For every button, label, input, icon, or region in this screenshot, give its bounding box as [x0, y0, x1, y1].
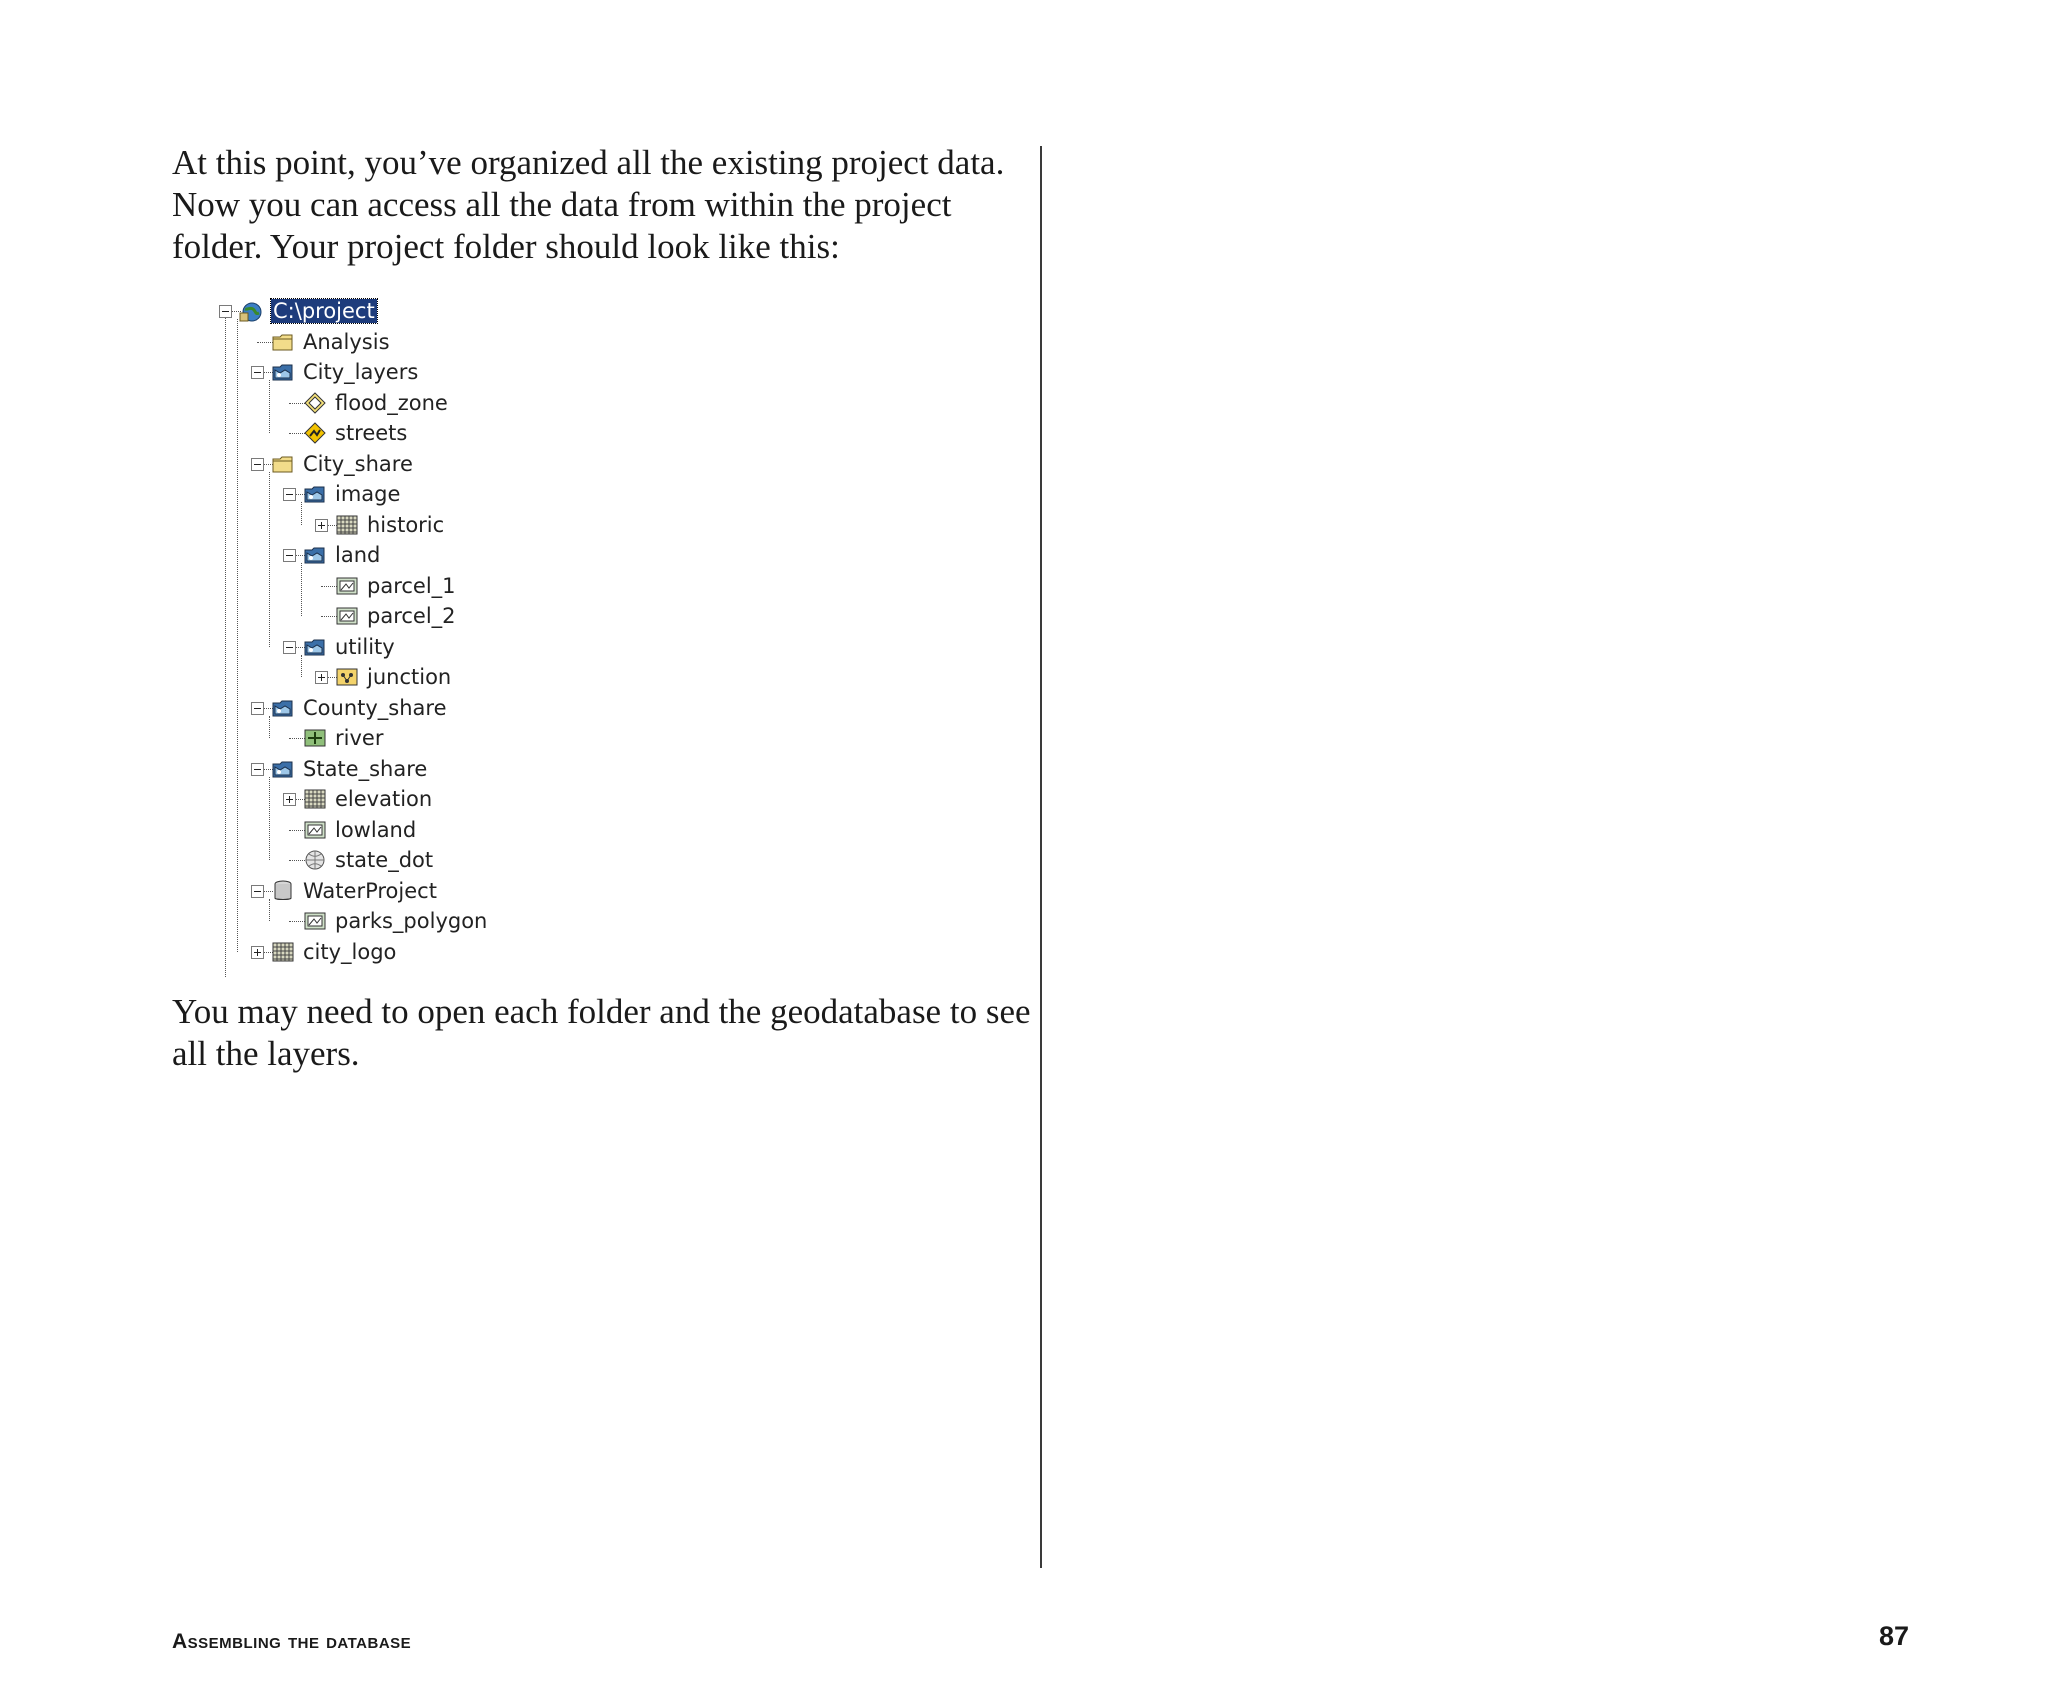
tree-item[interactable] [303, 723, 383, 753]
tree-item[interactable] [303, 388, 448, 418]
tree-guide-line [269, 777, 270, 861]
folder-icon [271, 330, 295, 354]
tree-item-label: parcel_1 [367, 573, 456, 598]
expand-toggle[interactable] [251, 946, 264, 959]
coverage-icon [303, 818, 327, 842]
tree-guide-line [269, 716, 270, 739]
folder-icon [271, 452, 295, 476]
coverage-folder-icon [303, 482, 327, 506]
coverage-folder-icon [303, 635, 327, 659]
footer-chapter-title: assembling the database [172, 1622, 412, 1655]
raster-grid-icon [303, 787, 327, 811]
tree-item-label: image [335, 482, 401, 506]
river-coverage-icon [303, 726, 327, 750]
tree-root-guide-line [225, 306, 226, 977]
tree-item[interactable] [271, 357, 418, 387]
tree-item[interactable] [335, 571, 456, 601]
intro-paragraph: At this point, you’ve organized all the existing project data. Now you can access all the data from within the project folder. Your project folder should look like this: [172, 143, 1005, 266]
tree-item-label: WaterProject [303, 878, 437, 903]
tree-item-label: State_share [303, 756, 428, 781]
tree-item[interactable] [335, 601, 456, 631]
tree-item-label: County_share [303, 695, 447, 720]
raster-grid-icon [271, 940, 295, 964]
coverage-folder-icon [271, 757, 295, 781]
globe-layer-icon [303, 848, 327, 872]
tree-item-label: flood_zone [335, 390, 448, 415]
collapse-toggle[interactable] [283, 488, 296, 501]
expand-toggle[interactable] [283, 793, 296, 806]
tree-item-label: City_layers [303, 360, 419, 384]
project-tree[interactable] [205, 296, 665, 966]
tree-item[interactable] [271, 754, 427, 784]
shapefile-line-icon [303, 421, 327, 445]
network-coverage-icon [335, 665, 359, 689]
tree-item-label: historic [367, 512, 445, 537]
tree-item[interactable] [303, 632, 395, 662]
coverage-icon [303, 909, 327, 933]
collapse-toggle[interactable] [283, 549, 296, 562]
collapse-toggle[interactable] [283, 641, 296, 654]
collapse-toggle[interactable] [251, 702, 264, 715]
tree-guide-line [269, 899, 270, 922]
collapse-toggle[interactable] [251, 366, 264, 379]
tree-guide-line [269, 472, 270, 647]
tree-item[interactable] [335, 510, 444, 540]
tree-item-label: state_dot [335, 848, 434, 872]
coverage-folder-icon [271, 696, 295, 720]
tree-item[interactable] [303, 906, 487, 936]
coverage-icon [335, 574, 359, 598]
coverage-folder-icon [303, 543, 327, 567]
page-number: 87 [1878, 1621, 1909, 1651]
tree-guide-line [301, 563, 302, 616]
tree-item[interactable] [239, 296, 377, 326]
tree-item[interactable] [303, 845, 433, 875]
tree-item[interactable] [303, 815, 416, 845]
collapse-toggle[interactable] [251, 458, 264, 471]
tree-item-label: city_logo [303, 939, 397, 964]
geodatabase-icon [271, 879, 295, 903]
shapefile-polygon-icon [303, 391, 327, 415]
coverage-folder-icon [271, 360, 295, 384]
tree-item-label: C:\project [273, 299, 375, 323]
tree-item-label: City_share [303, 451, 413, 476]
tree-item-label: parcel_2 [367, 604, 456, 628]
tree-item[interactable] [271, 327, 390, 357]
tree-guide-line [301, 655, 302, 678]
tree-item-label: land [335, 543, 381, 567]
tree-item-label: river [335, 726, 384, 750]
tree-item[interactable] [303, 479, 400, 509]
expand-toggle[interactable] [315, 671, 328, 684]
tree-guide-line [301, 502, 302, 525]
collapse-toggle[interactable] [219, 305, 232, 318]
column-divider [1040, 146, 1042, 1568]
tree-item[interactable] [271, 693, 447, 723]
tree-item[interactable] [303, 784, 432, 814]
tree-item[interactable] [271, 876, 437, 906]
tree-item-label: lowland [335, 817, 417, 842]
expand-toggle[interactable] [315, 519, 328, 532]
tree-guide-line [269, 380, 270, 433]
tree-item-label: Analysis [303, 329, 390, 354]
connection-globe-icon [239, 299, 263, 323]
tree-item-label: streets [335, 421, 408, 445]
tree-item[interactable] [303, 540, 380, 570]
tree-item[interactable] [335, 662, 451, 692]
raster-grid-icon [335, 513, 359, 537]
tree-item-label: parks_polygon [335, 909, 488, 933]
tree-item-label: utility [335, 634, 395, 659]
tree-item-label: junction [367, 665, 452, 689]
collapse-toggle[interactable] [251, 885, 264, 898]
tree-item[interactable] [303, 418, 407, 448]
tree-item[interactable] [271, 937, 396, 967]
coverage-icon [335, 604, 359, 628]
collapse-toggle[interactable] [251, 763, 264, 776]
note-paragraph: You may need to open each folder and the geodatabase to see all the layers. [172, 992, 1031, 1073]
tree-item[interactable] [271, 449, 413, 479]
tree-guide-line [237, 319, 238, 952]
tree-item-label: elevation [335, 787, 433, 811]
